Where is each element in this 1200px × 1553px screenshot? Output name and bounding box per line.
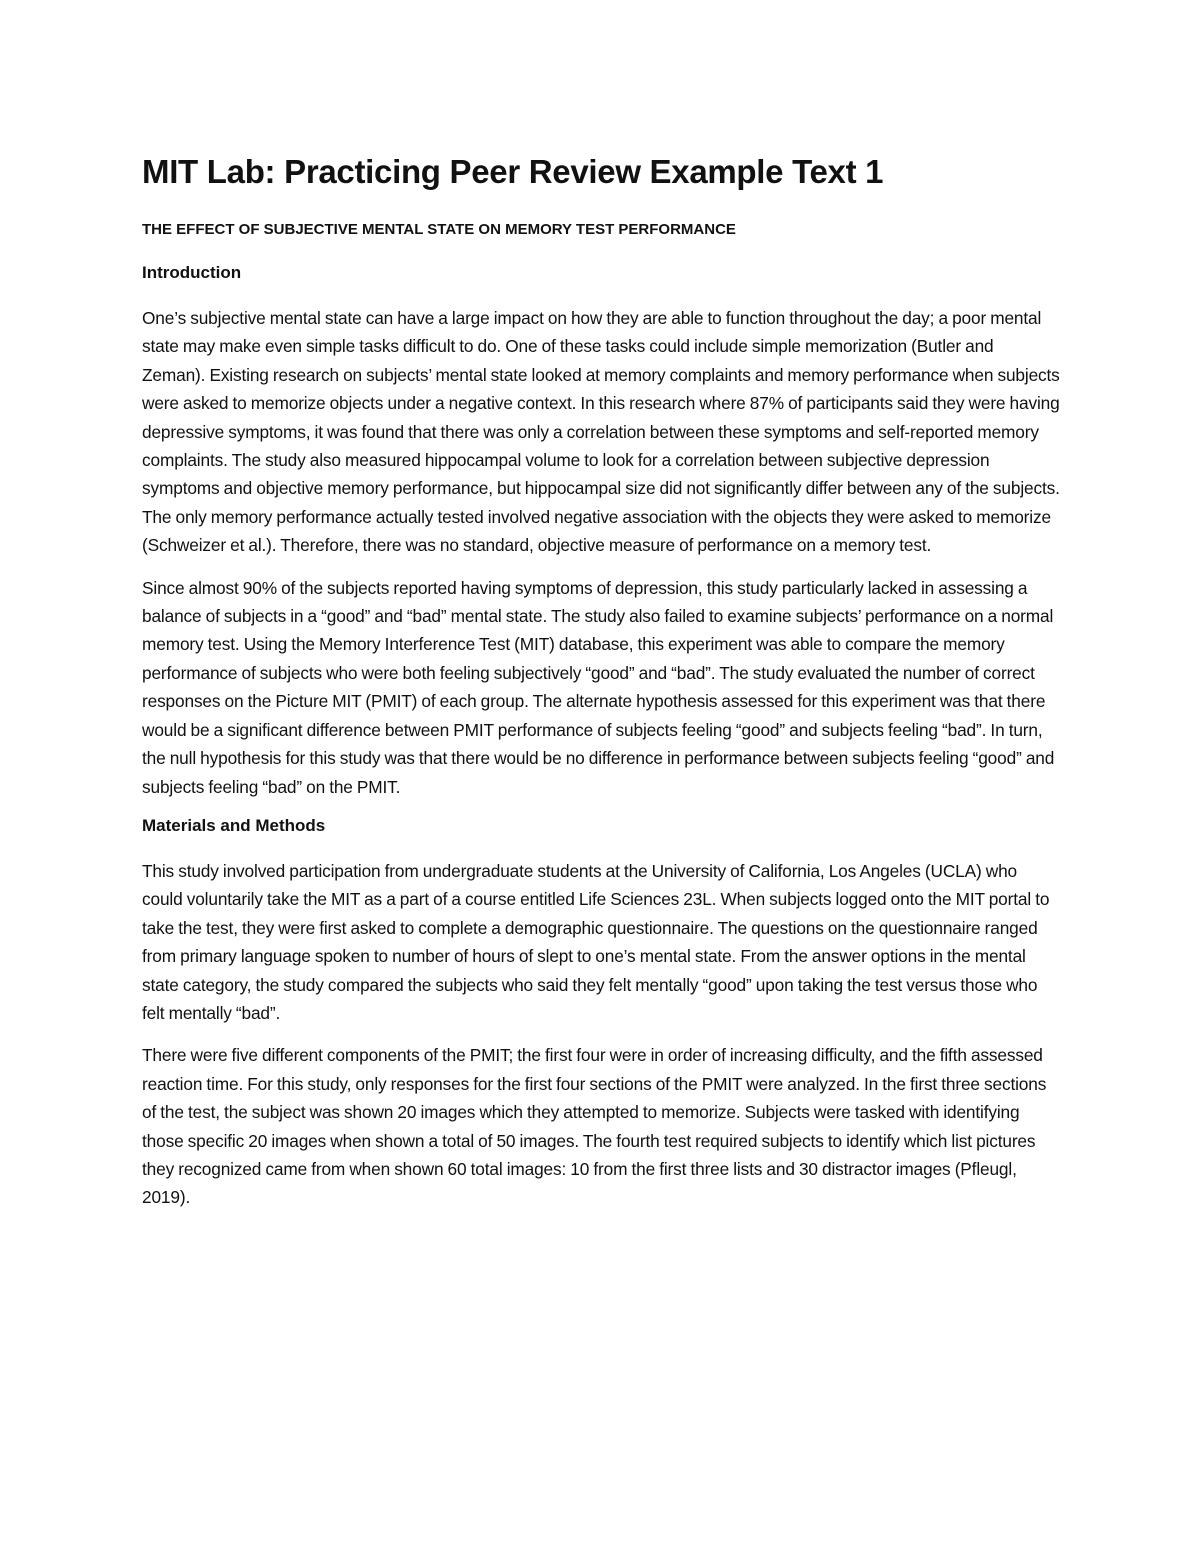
document-page xyxy=(142,150,1060,1228)
paragraph: Since almost 90% of the subjects reported having symptoms of depression, this study particularly lacked in assessing a balance of subjects in a “good” and “bad” mental state. The study also failed to examine subjects’ performance on a normal memory test. Using the Memory Interference Test (MIT) database, this experiment was able to compare the memory performance of subjects who were both feeling subjectively “good” and “bad”. The study evaluated the number of correct responses on the Picture MIT (PMIT) of each group. The alternate hypothesis assessed for this experiment was that there would be a significant difference between PMIT performance of subjects feeling “good” and subjects feeling “bad”. In turn, the null hypothesis for this study was that there would be no difference in performance between subjects feeling “good” and subjects feeling “bad” on the PMIT. xyxy=(142,577,1055,797)
section-heading-introduction: Introduction xyxy=(142,263,242,282)
paragraph: This study involved participation from undergraduate students at the University of California, Los Angeles (UCLA) who could voluntarily take the MIT as a part of a course entitled Life Sciences 23L. When subjects logged onto the MIT portal to take the test, they were first asked to complete a demographic questionnaire. The questions on the questionnaire ranged from primary language spoken to number of hours of slept to one’s mental state. From the answer options in the mental state category, the study compared the subjects who said they felt mentally “good” upon taking the test versus those who felt mentally “bad”. xyxy=(142,860,1050,1023)
section-materials-and-methods xyxy=(142,815,1060,1212)
paragraph: One’s subjective mental state can have a large impact on how they are able to function throughout the day; a poor mental state may make even simple tasks difficult to do. One of these tasks could include simple memorization (Butler and Zeman). Existing research on subjects’ mental state looked at memory complaints and memory performance when subjects were asked to memorize objects under a negative context. In this research where 87% of participants said they were having depressive symptoms, it was found that there was only a correlation between these symptoms and self-reported memory complaints. The study also measured hippocampal volume to look for a correlation between subjective depression symptoms and objective memory performance, but hippocampal size did not significantly differ between any of the subjects. The only memory performance actually tested involved negative association with the objects they were asked to memorize (Schweizer et al.). Therefore, there was no standard, objective measure of performance on a memory test. xyxy=(142,308,1060,556)
paper-title: THE EFFECT OF SUBJECTIVE MENTAL STATE ON MEMORY TEST PERFORMANCE xyxy=(142,221,736,238)
section-introduction xyxy=(142,262,1060,801)
section-heading-materials-and-methods: Materials and Methods xyxy=(142,815,326,835)
paragraph: There were five different components of the PMIT; the first four were in order of increasing difficulty, and the fifth assessed reaction time. For this study, only responses for the first four sections of the PMIT were analyzed. In the first three sections of the test, the subject was shown 20 images which they attempted to memorize. Subjects were tasked with identifying those specific 20 images when shown a total of 50 images. The fourth test required subjects to identify which list pictures they recognized came from when shown 60 total images: 10 from the first three lists and 30 distractor images (Pfleugl, 2019). xyxy=(142,1045,1047,1208)
document-title: MIT Lab: Practicing Peer Review Example Text 1 xyxy=(142,153,884,190)
